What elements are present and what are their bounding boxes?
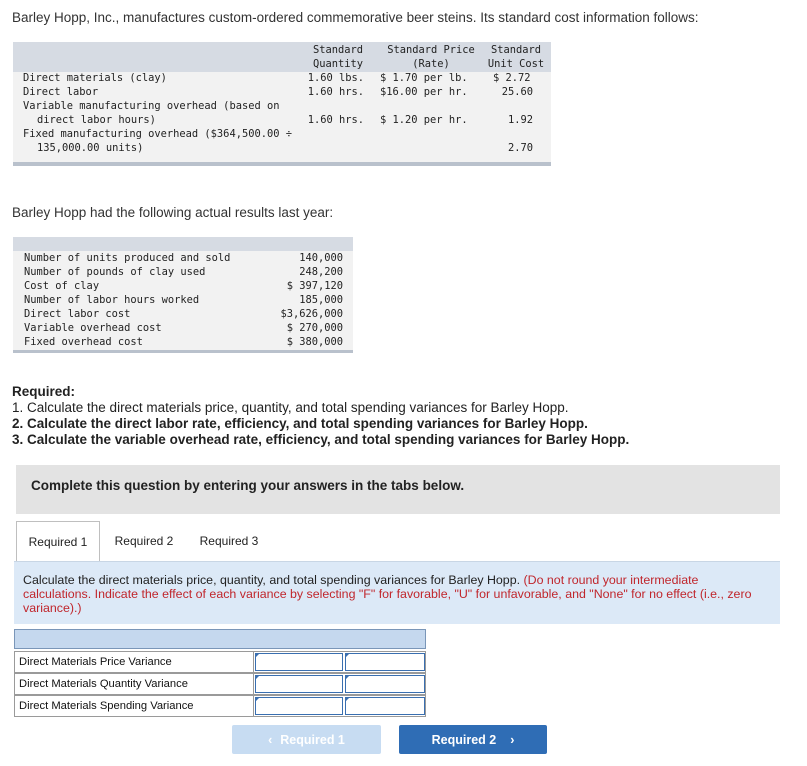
- table-footer-bar: [13, 162, 551, 166]
- instruction-panel: [14, 561, 780, 624]
- instruction-note: (Do not round your intermediate calculations. Indicate the effect of each variance by selecting "F" for favorable, "U" for unfavorable, and "None" for no effect (i.e., zero variance).): [23, 573, 752, 615]
- answer-table: [14, 629, 426, 716]
- answer-row-quantity-variance: [14, 673, 426, 695]
- actual-label: Direct labor cost: [24, 308, 131, 320]
- variance-effect-select[interactable]: [345, 653, 425, 671]
- input-marker: [345, 697, 350, 702]
- row-unit: 2.70: [507, 142, 533, 154]
- standard-cost-table: [13, 42, 551, 166]
- tab-required-3[interactable]: Required 3: [199, 534, 259, 548]
- answer-row-label: Direct Materials Spending Variance: [19, 700, 194, 712]
- intro-text: Barley Hopp, Inc., manufactures custom-ordered commemorative beer steins. Its standard cost information follows:: [12, 10, 699, 25]
- actual-label: Number of labor hours worked: [24, 294, 200, 306]
- column-divider: [253, 674, 254, 694]
- answer-row-price-variance: [14, 651, 426, 673]
- row-price: $ 1.70 per lb.: [380, 72, 468, 84]
- actual-label: Fixed overhead cost: [24, 336, 143, 348]
- variance-effect-select[interactable]: [345, 675, 425, 693]
- input-marker: [255, 697, 260, 702]
- row-unit: $ 2.72: [493, 72, 531, 84]
- input-marker: [345, 653, 350, 658]
- required-item-3: 3. Calculate the variable overhead rate, efficiency, and total spending variances for Barley Hopp.: [12, 432, 630, 447]
- instruction-main: Calculate the direct materials price, quantity, and total spending variances for Barley Hopp.: [23, 573, 521, 587]
- row-label: Fixed manufacturing overhead ($364,500.00 ÷: [23, 128, 292, 140]
- header-standard-price: Standard Price (Rate): [387, 44, 475, 70]
- actual-value: $ 270,000: [286, 322, 343, 334]
- row-label-cont: direct labor hours): [37, 114, 156, 126]
- row-qty: 1.60 hrs.: [307, 114, 364, 126]
- actual-label: Variable overhead cost: [24, 322, 162, 334]
- next-button-label: Required 2: [431, 732, 497, 747]
- tab-required-1[interactable]: Required 1: [16, 521, 100, 561]
- input-marker: [255, 653, 260, 658]
- actual-label: Number of units produced and sold: [24, 252, 231, 264]
- row-qty: 1.60 lbs.: [307, 72, 364, 84]
- table-header-bar: [13, 237, 353, 251]
- instruction-text: [23, 573, 768, 615]
- answer-row-spending-variance: [14, 695, 426, 717]
- required-item-1: 1. Calculate the direct materials price, quantity, and total spending variances for Barley Hopp.: [12, 400, 569, 415]
- actual-value: 185,000: [299, 294, 343, 306]
- tab-required-2[interactable]: Required 2: [114, 534, 174, 548]
- complete-question-text: Complete this question by entering your answers in the tabs below.: [31, 478, 465, 493]
- row-unit: 1.92: [507, 114, 533, 126]
- row-unit: 25.60: [501, 86, 533, 98]
- variance-amount-input[interactable]: [255, 653, 343, 671]
- row-price: $ 1.20 per hr.: [380, 114, 468, 126]
- actual-label: Cost of clay: [24, 280, 100, 292]
- answer-row-label: Direct Materials Quantity Variance: [19, 678, 188, 690]
- header-standard-unit-cost: Standard Unit Cost: [487, 44, 545, 70]
- complete-question-banner: [16, 465, 780, 514]
- actual-value: 248,200: [299, 266, 343, 278]
- next-tab-button[interactable]: [399, 725, 547, 754]
- row-label: Direct materials (clay): [23, 72, 167, 84]
- actual-results-table: [13, 237, 353, 353]
- actual-value: $ 397,120: [286, 280, 343, 292]
- input-marker: [255, 675, 260, 680]
- actual-value: $ 380,000: [286, 336, 343, 348]
- chevron-right-icon: ›: [510, 732, 515, 747]
- actual-value: $3,626,000: [280, 308, 343, 320]
- answer-row-label: Direct Materials Price Variance: [19, 656, 172, 668]
- chevron-left-icon: ‹: [268, 732, 273, 747]
- header-standard-quantity: Standard Quantity: [312, 44, 364, 70]
- required-title: Required:: [12, 384, 76, 399]
- row-label-cont: 135,000.00 units): [37, 142, 144, 154]
- row-label: Variable manufacturing overhead (based on: [23, 100, 280, 112]
- input-marker: [345, 675, 350, 680]
- actual-label: Number of pounds of clay used: [24, 266, 206, 278]
- column-divider: [253, 652, 254, 672]
- answer-table-header: [14, 629, 426, 649]
- variance-amount-input[interactable]: [255, 675, 343, 693]
- variance-effect-select[interactable]: [345, 697, 425, 715]
- row-label: Direct labor: [23, 86, 99, 98]
- row-price: $16.00 per hr.: [380, 86, 468, 98]
- table-footer-bar: [13, 350, 353, 353]
- actual-value: 140,000: [299, 252, 343, 264]
- variance-amount-input[interactable]: [255, 697, 343, 715]
- required-item-2: 2. Calculate the direct labor rate, efficiency, and total spending variances for Barley Hopp.: [12, 416, 588, 431]
- prev-tab-button[interactable]: [232, 725, 381, 754]
- prev-button-label: Required 1: [280, 732, 345, 747]
- actual-results-intro: Barley Hopp had the following actual results last year:: [12, 205, 334, 220]
- required-section: [12, 384, 629, 448]
- row-qty: 1.60 hrs.: [307, 86, 364, 98]
- column-divider: [253, 696, 254, 716]
